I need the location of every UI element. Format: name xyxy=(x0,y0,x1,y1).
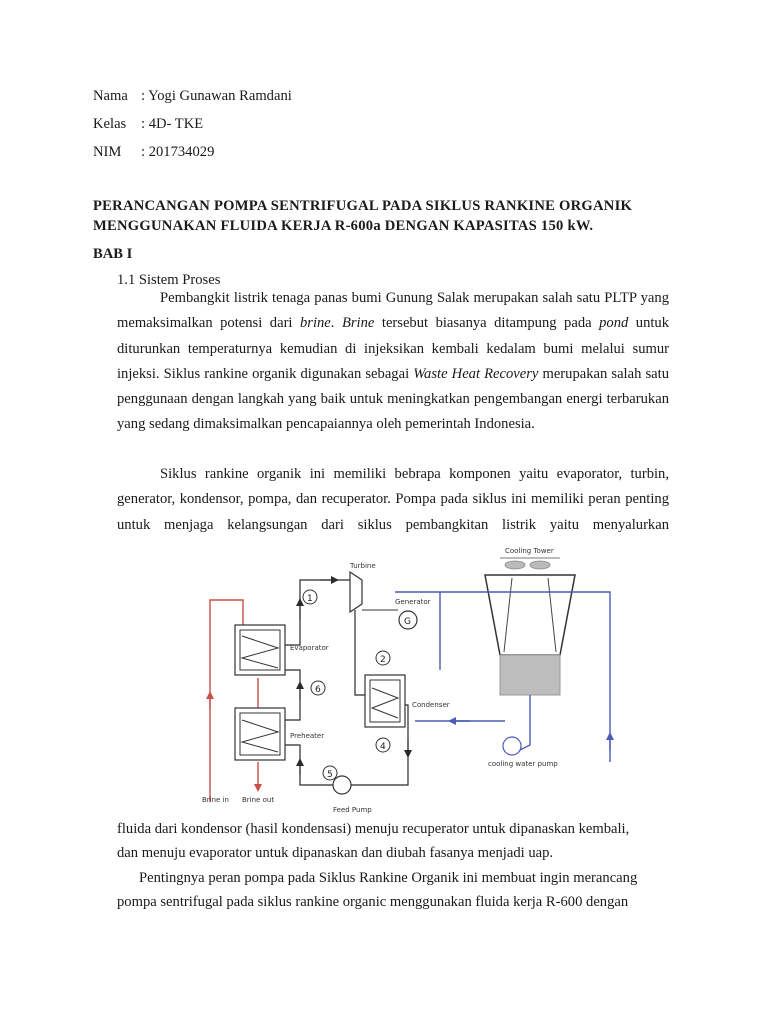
cooling-water-pump-icon xyxy=(503,737,521,755)
name-value: : Yogi Gunawan Ramdani xyxy=(141,88,292,104)
para4-line-1: Pentingnya peran pompa pada Siklus Rankine Organik ini membuat ingin merancang xyxy=(139,870,638,886)
svg-text:1: 1 xyxy=(307,594,313,604)
name-label: Nama xyxy=(93,88,128,104)
state-marker-5 xyxy=(323,766,337,780)
para1-italic-brine-2: Brine xyxy=(341,315,375,332)
state-marker-1 xyxy=(303,590,317,604)
brine-in-label: Brine in xyxy=(202,796,229,804)
condenser-icon xyxy=(365,675,405,727)
turbine-label: Turbine xyxy=(350,562,376,570)
paragraph-2 xyxy=(117,462,669,538)
orc-cycle-diagram xyxy=(190,540,630,820)
chapter-heading: BAB I xyxy=(93,246,133,262)
para3-line-2: dan menuju evaporator untuk dipanaskan dan diubah fasanya menjadi uap. xyxy=(117,845,554,861)
class-label: Kelas xyxy=(93,116,127,132)
section-heading: 1.1 Sistem Proses xyxy=(117,272,221,288)
feed-pump-icon xyxy=(333,776,351,794)
para1-text-a: Pembangkit listrik tenaga panas bumi Gunung Salak merupakan salah satu PLTP yang memaksimalkan potensi dari xyxy=(117,290,669,332)
para1-text-e: merupakan salah satu penggunaan dengan langkah yang baik untuk meningkatkan pengembangan energi terbarukan yang sedang dimaksimalkan pencapaiannya oleh pemerintah Indonesia. xyxy=(117,365,669,433)
brine-out-label: Brine out xyxy=(242,796,275,804)
para1-text-d: untuk diturunkan temperaturnya kemudian di injeksikan kembali kedalam bumi melalui sumur injeksi. Siklus rankine organik digunakan sebagai xyxy=(117,315,670,382)
paragraph-1 xyxy=(117,286,669,438)
document-title-line-2: MENGGUNAKAN FLUIDA KERJA R-600a DENGAN KAPASITAS 150 kW. xyxy=(93,218,594,234)
turbine-icon xyxy=(350,572,362,612)
cooling-water-pump-label: cooling water pump xyxy=(488,760,558,768)
generator-label: Generator xyxy=(395,598,431,606)
svg-text:6: 6 xyxy=(315,685,321,695)
state-marker-2 xyxy=(376,651,390,665)
preheater-label: Preheater xyxy=(290,732,325,740)
para4-line-2: pompa sentrifugal pada siklus rankine organic menggunakan fluida kerja R-600 dengan xyxy=(117,894,629,910)
para1-italic-brine: brine xyxy=(299,315,331,332)
document-title-line-1: PERANCANGAN POMPA SENTRIFUGAL PADA SIKLUS RANKINE ORGANIK xyxy=(93,198,633,214)
state-marker-4 xyxy=(376,738,390,752)
cooling-tower xyxy=(485,558,575,695)
para1-italic-pond: pond xyxy=(599,315,629,332)
evaporator-label: Evaporator xyxy=(290,644,329,652)
svg-text:5: 5 xyxy=(327,770,333,780)
nim-label: NIM xyxy=(93,144,122,160)
nim-value: : 201734029 xyxy=(141,144,215,160)
para2-text: Siklus rankine organik ini memiliki bebrapa komponen yaitu evaporator, turbin, generator, kondensor, pompa, dan recuperator. Pompa pada siklus ini memiliki peran penting untuk menjaga kelangsungan dari siklus pembangkitan listrik yaitu menyalurkan xyxy=(117,466,669,533)
feed-pump-label: Feed Pump xyxy=(333,806,372,814)
svg-text:2: 2 xyxy=(380,655,386,665)
para3-line-1: fluida dari kondensor (hasil kondensasi) menuju recuperator untuk dipanaskan kembali, xyxy=(117,821,630,837)
para1-text-c: tersebut biasanya ditampung pada xyxy=(374,315,600,332)
generator-symbol: G xyxy=(404,617,411,627)
svg-text:4: 4 xyxy=(380,742,386,752)
cooling-tower-label: Cooling Tower xyxy=(505,547,554,555)
para1-text-b: . xyxy=(330,315,342,332)
para1-italic-whr: Waste Heat Recovery xyxy=(413,365,539,382)
class-value: : 4D- TKE xyxy=(141,116,204,132)
condenser-label: Condenser xyxy=(412,701,450,709)
state-marker-6 xyxy=(311,681,325,695)
